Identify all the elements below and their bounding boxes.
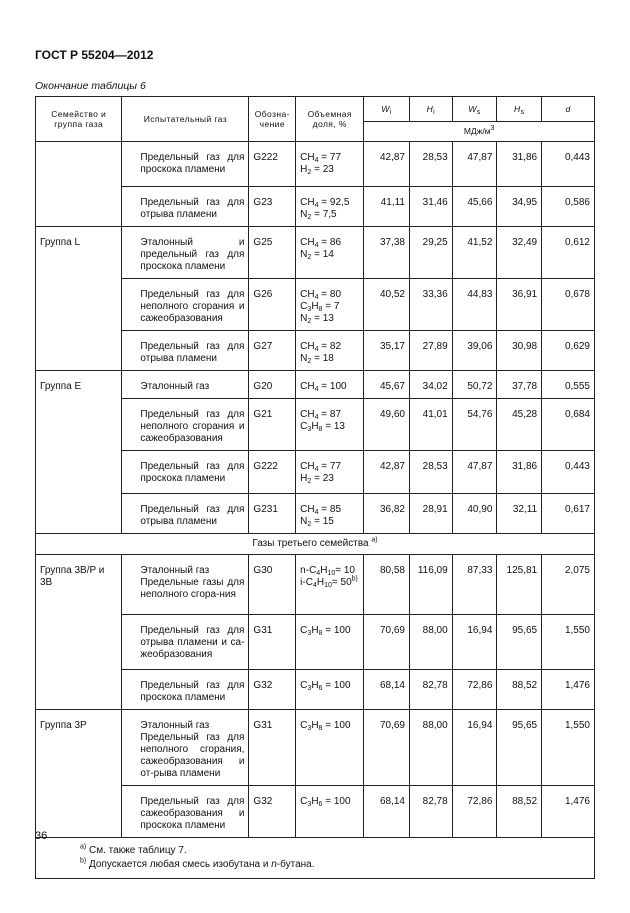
value-hs: 125,81 <box>497 555 542 615</box>
formula-subscript: 4 <box>314 346 319 353</box>
formula-subscript: 6 <box>318 685 323 692</box>
formula-subscript: 4 <box>314 466 319 473</box>
designation-cell: G25 <box>249 227 296 279</box>
value-hs: 34,95 <box>497 187 542 227</box>
value-wi: 42,87 <box>364 142 410 187</box>
formula-text: H <box>320 565 328 576</box>
composition-cell <box>296 555 364 615</box>
composition-cell <box>296 786 364 838</box>
header-fraction: Объемная доля, % <box>296 97 364 142</box>
designation-cell: G222 <box>249 142 296 187</box>
formula-text: CH <box>300 152 315 163</box>
formula-text: H <box>300 473 308 484</box>
formula-text: = 23 <box>311 164 334 175</box>
value-hs: 95,65 <box>497 615 542 670</box>
value-ws: 72,86 <box>452 670 497 710</box>
composition-line <box>300 565 359 577</box>
value-d: 0,443 <box>542 451 595 494</box>
formula-text: = 13 <box>322 421 345 432</box>
value-hi: 116,09 <box>410 555 453 615</box>
family-cell: Группа E <box>36 371 122 534</box>
formula-text: CH <box>300 197 315 208</box>
composition-cell <box>296 399 364 451</box>
formula-subscript: 4 <box>316 570 321 577</box>
gas-name-cell <box>122 786 249 838</box>
formula-text: CH <box>300 381 315 392</box>
formula-text: = 86 <box>318 237 342 248</box>
value-wi: 70,69 <box>364 710 410 786</box>
value-wi: 68,14 <box>364 670 410 710</box>
composition-cell <box>296 371 364 399</box>
header-units: МДж/$м^3$ <box>364 122 595 142</box>
formula-text: CH <box>300 289 315 300</box>
value-ws: 39,06 <box>452 331 497 371</box>
gas-name-cell <box>122 555 249 615</box>
value-hs: 45,28 <box>497 399 542 451</box>
composition-line <box>300 504 359 516</box>
composition-line <box>300 421 359 433</box>
composition-line <box>300 680 359 692</box>
designation-cell: G21 <box>249 399 296 451</box>
composition-line <box>300 381 359 393</box>
formula-subscript: 8 <box>318 426 323 433</box>
formula-text: = 14 <box>311 249 334 260</box>
footnote-mark: a) <box>80 843 87 851</box>
formula-subscript: 8 <box>318 725 323 732</box>
formula-subscript: 2 <box>307 521 312 528</box>
composition-line <box>300 577 359 589</box>
composition-cell <box>296 494 364 534</box>
value-wi: 35,17 <box>364 331 410 371</box>
formula-text: = 7,5 <box>311 209 337 220</box>
composition-line <box>300 197 359 209</box>
value-hi: 28,91 <box>410 494 453 534</box>
value-wi: 40,52 <box>364 279 410 331</box>
formula-text: = 100 <box>322 680 351 691</box>
designation-cell: G31 <box>249 710 296 786</box>
value-d: 0,555 <box>542 371 595 399</box>
designation-cell: G222 <box>249 451 296 494</box>
footnote-mark: b) <box>351 575 358 583</box>
designation-cell: G27 <box>249 331 296 371</box>
composition-line <box>300 164 359 176</box>
value-hi: 33,36 <box>410 279 453 331</box>
footnote-text: -бутана. <box>276 859 315 870</box>
value-hi: 82,78 <box>410 786 453 838</box>
value-hi: 88,00 <box>410 710 453 786</box>
value-wi: 68,14 <box>364 786 410 838</box>
value-ws: 44,83 <box>452 279 497 331</box>
formula-subscript: 4 <box>314 202 319 209</box>
page-number: 36 <box>35 830 48 842</box>
composition-cell <box>296 227 364 279</box>
formula-text: H <box>311 680 319 691</box>
composition-line <box>300 341 359 353</box>
value-wi: 70,69 <box>364 615 410 670</box>
formula-subscript: 2 <box>307 214 312 221</box>
gas-name-cell: Эталонный и предельный газ для проскока пламени <box>122 227 249 279</box>
formula-text: = 100 <box>318 381 347 392</box>
formula-text: = 18 <box>311 353 334 364</box>
value-hi: 28,53 <box>410 142 453 187</box>
composition-line <box>300 209 359 221</box>
formula-text: N <box>300 209 308 220</box>
table-row <box>36 710 595 786</box>
value-d: 0,586 <box>542 187 595 227</box>
table-caption: Окончание таблицы 6 <box>35 80 146 92</box>
value-d: 1,550 <box>542 615 595 670</box>
gas-name-line: Предельный газ для проскока пламени <box>140 680 245 703</box>
gas-name-cell: Предельный газ для проскока пламени <box>122 451 249 494</box>
composition-cell <box>296 279 364 331</box>
value-wi: 80,58 <box>364 555 410 615</box>
value-d: 1,476 <box>542 670 595 710</box>
value-wi: 45,67 <box>364 371 410 399</box>
composition-line <box>300 301 359 313</box>
formula-subscript: 3 <box>307 426 312 433</box>
designation-cell: G32 <box>249 670 296 710</box>
designation-cell: G26 <box>249 279 296 331</box>
formula-text: H <box>311 421 319 432</box>
formula-text: = 80 <box>318 289 342 300</box>
formula-text: = 85 <box>318 504 342 515</box>
gas-table <box>35 96 595 879</box>
value-hs: 88,52 <box>497 670 542 710</box>
formula-text: C <box>300 680 308 691</box>
value-d: 0,612 <box>542 227 595 279</box>
designation-cell: G23 <box>249 187 296 227</box>
gas-name-cell <box>122 615 249 670</box>
value-ws: 45,66 <box>452 187 497 227</box>
formula-text: n-C <box>300 565 317 576</box>
value-hs: 37,78 <box>497 371 542 399</box>
value-wi: 37,38 <box>364 227 410 279</box>
value-d: 2,075 <box>542 555 595 615</box>
family-cell: Группа 3B/P и 3B <box>36 555 122 710</box>
header-hs: $H_s$ <box>497 97 542 122</box>
formula-text: = 100 <box>322 796 351 807</box>
formula-text: N <box>300 516 308 527</box>
formula-text: CH <box>300 461 315 472</box>
footnotes-row <box>36 838 595 879</box>
header-ws: $W_s$ <box>452 97 497 122</box>
table-row <box>36 371 595 399</box>
formula-subscript: 10 <box>327 570 336 577</box>
section-row <box>36 534 595 555</box>
family-cell: Группа L <box>36 227 122 371</box>
header-d: d <box>542 97 595 122</box>
value-d: 0,684 <box>542 399 595 451</box>
formula-subscript: 8 <box>318 630 323 637</box>
composition-line <box>300 353 359 365</box>
value-hi: 34,02 <box>410 371 453 399</box>
value-hi: 27,89 <box>410 331 453 371</box>
formula-text: i-C <box>300 577 313 588</box>
composition-line <box>300 152 359 164</box>
formula-text: C <box>300 625 308 636</box>
header-family: Семейство и группа газа <box>36 97 122 142</box>
value-hi: 29,25 <box>410 227 453 279</box>
designation-cell: G20 <box>249 371 296 399</box>
designation-cell: G32 <box>249 786 296 838</box>
footnote-mark: a) <box>371 536 378 544</box>
footnote-b <box>80 858 590 872</box>
composition-line <box>300 237 359 249</box>
composition-cell <box>296 615 364 670</box>
gas-name-cell: Предельный газ для проскока пламени <box>122 142 249 187</box>
value-ws: 87,33 <box>452 555 497 615</box>
value-ws: 40,90 <box>452 494 497 534</box>
formula-subscript: 8 <box>318 306 323 313</box>
gas-name-line: Предельный газ для сажеобразования и проскока пламени <box>140 796 245 831</box>
formula-text: = 100 <box>322 625 351 636</box>
value-hi: 41,01 <box>410 399 453 451</box>
value-d: 0,678 <box>542 279 595 331</box>
family-cell: Группа 3P <box>36 710 122 838</box>
gas-name-cell: Предельный газ для неполного сгорания и сажеобразования <box>122 399 249 451</box>
value-hi: 82,78 <box>410 670 453 710</box>
formula-subscript: 6 <box>318 801 323 808</box>
formula-text: CH <box>300 341 315 352</box>
composition-line <box>300 473 359 485</box>
value-d: 0,629 <box>542 331 595 371</box>
composition-line <box>300 289 359 301</box>
header-hi: $H_i$ <box>410 97 453 122</box>
table-row <box>36 555 595 615</box>
value-hs: 95,65 <box>497 710 542 786</box>
header-designation: Обозна-чение <box>249 97 296 142</box>
designation-cell: G30 <box>249 555 296 615</box>
header-wi: $W_i$ <box>364 97 410 122</box>
header-gas: Испытательный газ <box>122 97 249 142</box>
value-ws: 47,87 <box>452 451 497 494</box>
value-ws: 16,94 <box>452 710 497 786</box>
composition-line <box>300 796 359 808</box>
formula-text: = 23 <box>311 473 334 484</box>
value-wi: 41,11 <box>364 187 410 227</box>
formula-subscript: 2 <box>307 358 312 365</box>
composition-cell <box>296 331 364 371</box>
gas-name-cell: Эталонный газ <box>122 371 249 399</box>
formula-text: N <box>300 313 308 324</box>
value-hi: 31,46 <box>410 187 453 227</box>
footnotes <box>36 838 595 879</box>
formula-subscript: 4 <box>314 414 319 421</box>
formula-subscript: 4 <box>314 242 319 249</box>
gas-name-cell: Предельный газ для неполного сгорания и сажеобразования <box>122 279 249 331</box>
gas-name-line: Предельные газы для неполного сгора-ния <box>140 577 245 600</box>
formula-text: H <box>311 301 319 312</box>
composition-line <box>300 461 359 473</box>
table-body <box>36 142 595 879</box>
formula-subscript: 4 <box>314 509 319 516</box>
gas-name-line: Предельный газ для неполного сгорания, сажеобразования и от-рыва пламени <box>140 732 245 779</box>
formula-text: = 10 <box>335 565 355 576</box>
formula-text: H <box>300 164 308 175</box>
formula-text: = 77 <box>318 152 342 163</box>
formula-text: C <box>300 720 308 731</box>
designation-cell: G231 <box>249 494 296 534</box>
formula-text: C <box>300 796 308 807</box>
value-ws: 50,72 <box>452 371 497 399</box>
formula-text: = 82 <box>318 341 342 352</box>
formula-subscript: 3 <box>307 685 312 692</box>
composition-cell <box>296 187 364 227</box>
formula-subscript: 4 <box>314 386 319 393</box>
formula-text: H <box>311 720 319 731</box>
formula-text: H <box>316 577 325 588</box>
footnote-italic: n <box>271 859 277 870</box>
composition-line <box>300 625 359 637</box>
table-row <box>36 227 595 279</box>
footnote-mark: b) <box>80 857 87 865</box>
formula-text: C <box>300 301 308 312</box>
formula-text: CH <box>300 504 315 515</box>
formula-text: = 87 <box>318 409 342 420</box>
value-hs: 30,98 <box>497 331 542 371</box>
value-hs: 31,86 <box>497 142 542 187</box>
value-ws: 16,94 <box>452 615 497 670</box>
composition-cell <box>296 451 364 494</box>
value-ws: 54,76 <box>452 399 497 451</box>
composition-cell <box>296 710 364 786</box>
value-hi: 88,00 <box>410 615 453 670</box>
value-hs: 32,49 <box>497 227 542 279</box>
table-row <box>36 142 595 187</box>
value-wi: 49,60 <box>364 399 410 451</box>
formula-subscript: 3 <box>307 801 312 808</box>
section-title <box>36 534 595 555</box>
designation-cell: G31 <box>249 615 296 670</box>
footnote-a <box>80 844 590 858</box>
gas-name-cell <box>122 710 249 786</box>
formula-subscript: 2 <box>307 169 312 176</box>
formula-text: = 15 <box>311 516 334 527</box>
formula-text: N <box>300 249 308 260</box>
value-hi: 28,53 <box>410 451 453 494</box>
value-hs: 88,52 <box>497 786 542 838</box>
gas-name-line: Предельный газ для отрыва пламени и са-жеобразования <box>140 625 245 660</box>
value-hs: 32,11 <box>497 494 542 534</box>
gas-name-cell: Предельный газ для отрыва пламени <box>122 187 249 227</box>
composition-line <box>300 313 359 325</box>
document-id: ГОСТ Р 55204—2012 <box>35 48 154 62</box>
formula-subscript: 3 <box>307 725 312 732</box>
section-title-text: Газы третьего семейства <box>252 538 369 549</box>
composition-line <box>300 516 359 528</box>
gas-name-line: Эталонный газ <box>140 720 210 731</box>
formula-text: CH <box>300 237 315 248</box>
formula-text: C <box>300 421 308 432</box>
value-ws: 41,52 <box>452 227 497 279</box>
formula-text: H <box>311 625 319 636</box>
composition-cell <box>296 142 364 187</box>
footnote-text: Допускается любая смесь изобутана и <box>89 859 272 870</box>
formula-text: N <box>300 353 308 364</box>
formula-subscript: 2 <box>307 254 312 261</box>
composition-line <box>300 409 359 421</box>
formula-subscript: 3 <box>307 306 312 313</box>
value-d: 0,617 <box>542 494 595 534</box>
composition-cell <box>296 670 364 710</box>
value-ws: 47,87 <box>452 142 497 187</box>
formula-text: = 100 <box>322 720 351 731</box>
formula-text: = 13 <box>311 313 334 324</box>
footnote-text: См. также таблицу 7. <box>89 845 187 856</box>
value-d: 1,476 <box>542 786 595 838</box>
formula-text: = 50 <box>331 577 352 588</box>
gas-name-line: Эталонный газ <box>140 565 210 576</box>
gas-name-cell: Предельный газ для отрыва пламени <box>122 494 249 534</box>
value-d: 1,550 <box>542 710 595 786</box>
value-wi: 42,87 <box>364 451 410 494</box>
family-cell <box>36 142 122 227</box>
formula-subscript: 4 <box>314 294 319 301</box>
formula-text: CH <box>300 409 315 420</box>
value-d: 0,443 <box>542 142 595 187</box>
composition-line <box>300 249 359 261</box>
formula-subscript: 2 <box>307 478 312 485</box>
value-ws: 72,86 <box>452 786 497 838</box>
gas-name-cell <box>122 670 249 710</box>
composition-line <box>300 720 359 732</box>
formula-subscript: 3 <box>307 630 312 637</box>
formula-text: = 77 <box>318 461 342 472</box>
formula-text: = 7 <box>322 301 340 312</box>
formula-text: H <box>311 796 319 807</box>
gas-name-cell: Предельный газ для отрыва пламени <box>122 331 249 371</box>
value-wi: 36,82 <box>364 494 410 534</box>
value-hs: 36,91 <box>497 279 542 331</box>
formula-subscript: 10 <box>324 582 332 589</box>
formula-subscript: 4 <box>312 582 317 589</box>
formula-subscript: 4 <box>314 157 319 164</box>
value-hs: 31,86 <box>497 451 542 494</box>
formula-subscript: 2 <box>307 318 312 325</box>
formula-text: = 92,5 <box>318 197 350 208</box>
